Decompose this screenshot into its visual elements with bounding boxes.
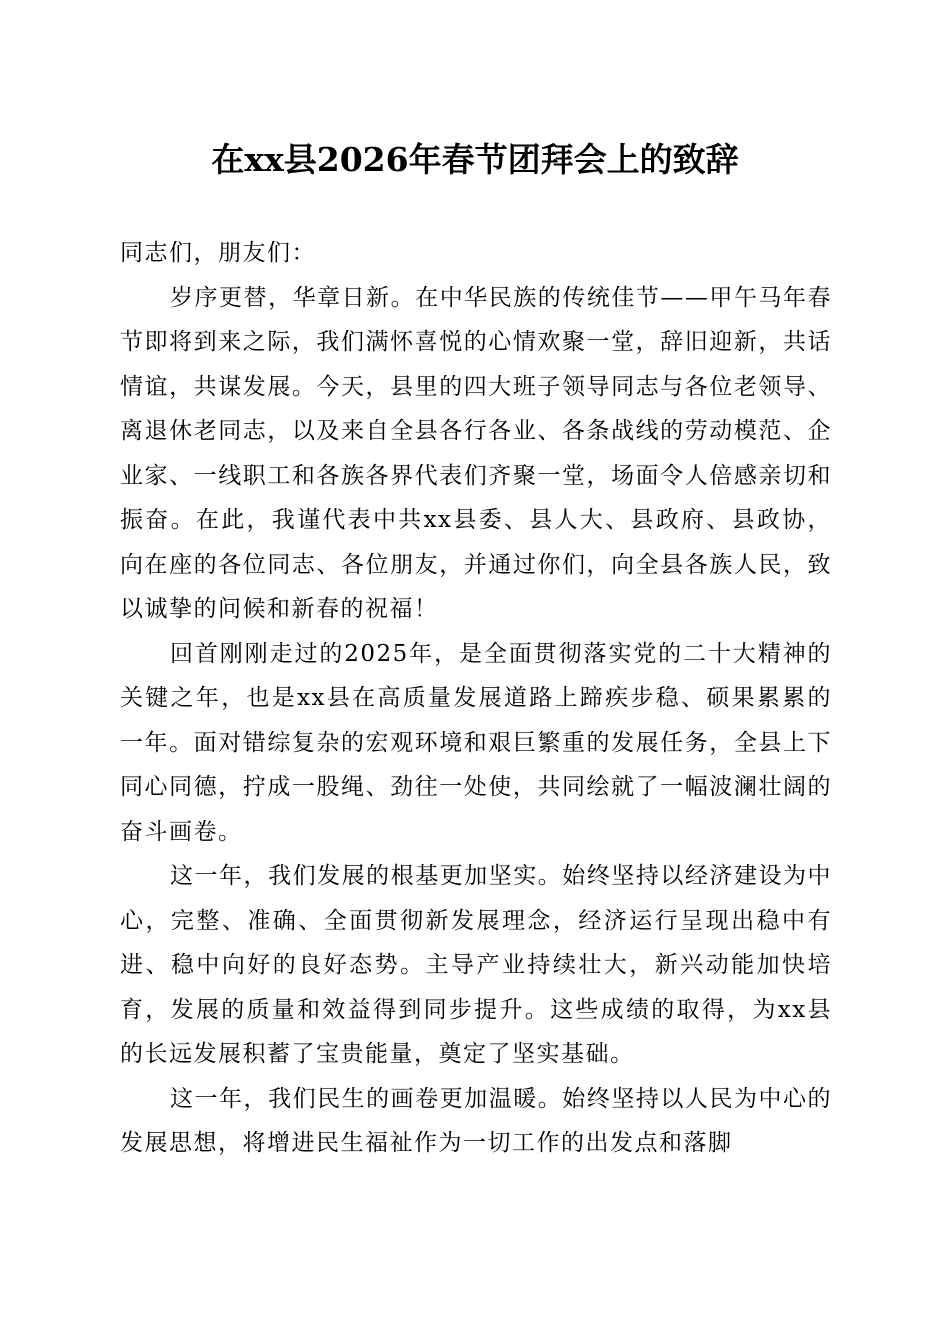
- paragraph-development: 这一年，我们发展的根基更加坚实。始终坚持以经济建设为中心，完整、准确、全面贯彻新发展理念，经济运行呈现出稳中有进、稳中向好的良好态势。主导产业持续壮大，新兴动能加快培育，发展的质量和效益得到同步提升。这些成绩的取得，为xx县的长远发展积蓄了宝贵能量，奠定了坚实基础。: [120, 863, 832, 1067]
- document-body: [120, 231, 832, 1166]
- document-title: 在xx县2026年春节团拜会上的致辞: [211, 140, 739, 179]
- paragraph-review-2025: 回首刚刚走过的2025年，是全面贯彻落实党的二十大精神的关键之年，也是xx县在高质量发展道路上蹄疾步稳、硕果累累的一年。面对错综复杂的宏观环境和艰巨繁重的发展任务，全县上下同心同德，拧成一股绳、劲往一处使，共同绘就了一幅波澜壮阔的奋斗画卷。: [120, 640, 832, 845]
- paragraph-opening: 岁序更替，华章日新。在中华民族的传统佳节——甲午马年春节即将到来之际，我们满怀喜悦的心情欢聚一堂，辞旧迎新，共话情谊，共谋发展。今天，县里的四大班子领导同志与各位老领导、离退休老同志，以及来自全县各行各业、各条战线的劳动模范、企业家、一线职工和各族各界代表们齐聚一堂，场面令人倍感亲切和振奋。在此，我谨代表中共xx县委、县人大、县政府、县政协，向在座的各位同志、各位朋友，并通过你们，向全县各族人民，致以诚挚的问候和新春的祝福！: [120, 284, 832, 622]
- salutation: 同志们，朋友们：: [120, 240, 316, 266]
- paragraph-livelihood: 这一年，我们民生的画卷更加温暖。始终坚持以人民为中心的发展思想，将增进民生福祉作为一切工作的出发点和落脚: [120, 1085, 832, 1156]
